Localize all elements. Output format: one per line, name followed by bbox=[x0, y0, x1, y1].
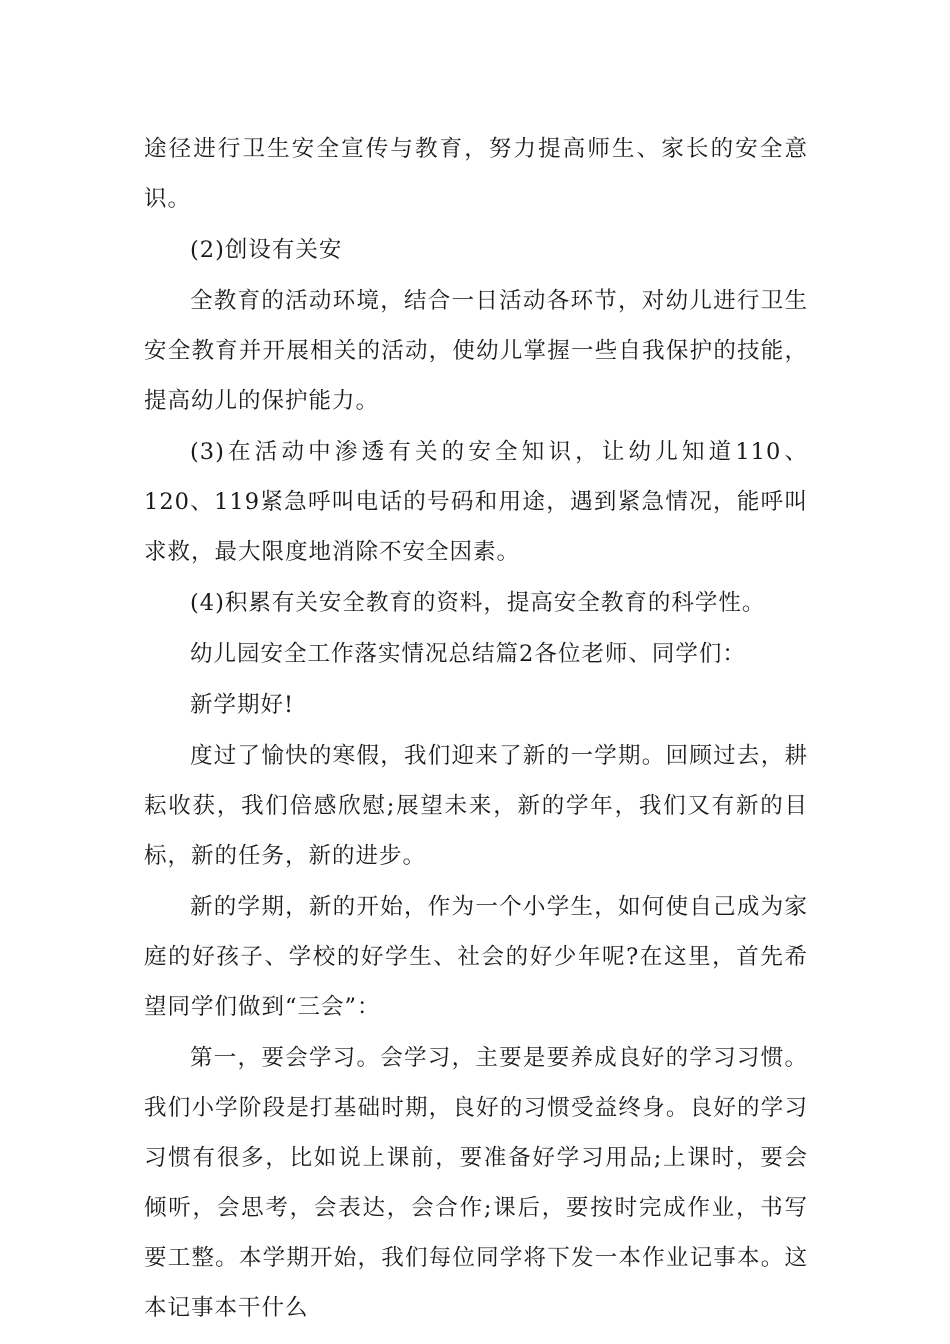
paragraph-new-term: 新的学期，新的开始，作为一个小学生，如何使自己成为家庭的好孩子、学校的好学生、社会的好少年呢?在这里，首先希望同学们做到“三会”： bbox=[144, 894, 808, 1020]
paragraph-continuation: 途径进行卫生安全宣传与教育，努力提高师生、家长的安全意识。 bbox=[144, 136, 808, 212]
paragraph-first-point: 第一，要会学习。会学习，主要是要养成良好的学习习惯。我们小学阶段是打基础时期，良好的习惯受益终身。良好的学习习惯有很多，比如说上课前，要准备好学习用品;上课时，要会倾听，会思考，会表达，会合作;课后，要按时完成作业，书写要工整。本学期开始，我们每位同学将下发一本作业记事本。这本记事本干什么 bbox=[144, 1045, 808, 1321]
paragraph-review: 度过了愉快的寒假，我们迎来了新的一学期。回顾过去，耕耘收获，我们倍感欣慰;展望未来，新的学年，我们又有新的目标，新的任务，新的进步。 bbox=[144, 743, 808, 869]
document-body bbox=[144, 124, 808, 1334]
paragraph-item-4: (4)积累有关安全教育的资料，提高安全教育的科学性。 bbox=[190, 590, 766, 616]
paragraph-greeting: 新学期好! bbox=[190, 692, 295, 718]
paragraph-item-2-body: 全教育的活动环境，结合一日活动各环节，对幼儿进行卫生安全教育并开展相关的活动，使幼儿掌握一些自我保护的技能，提高幼儿的保护能力。 bbox=[144, 288, 808, 414]
paragraph-item-3: (3)在活动中渗透有关的安全知识，让幼儿知道110、120、119紧急呼叫电话的号码和用途，遇到紧急情况，能呼叫求救，最大限度地消除不安全因素。 bbox=[144, 439, 808, 565]
paragraph-section-title: 幼儿园安全工作落实情况总结篇2各位老师、同学们： bbox=[190, 641, 746, 667]
paragraph-item-2-heading: (2)创设有关安 bbox=[190, 237, 343, 263]
